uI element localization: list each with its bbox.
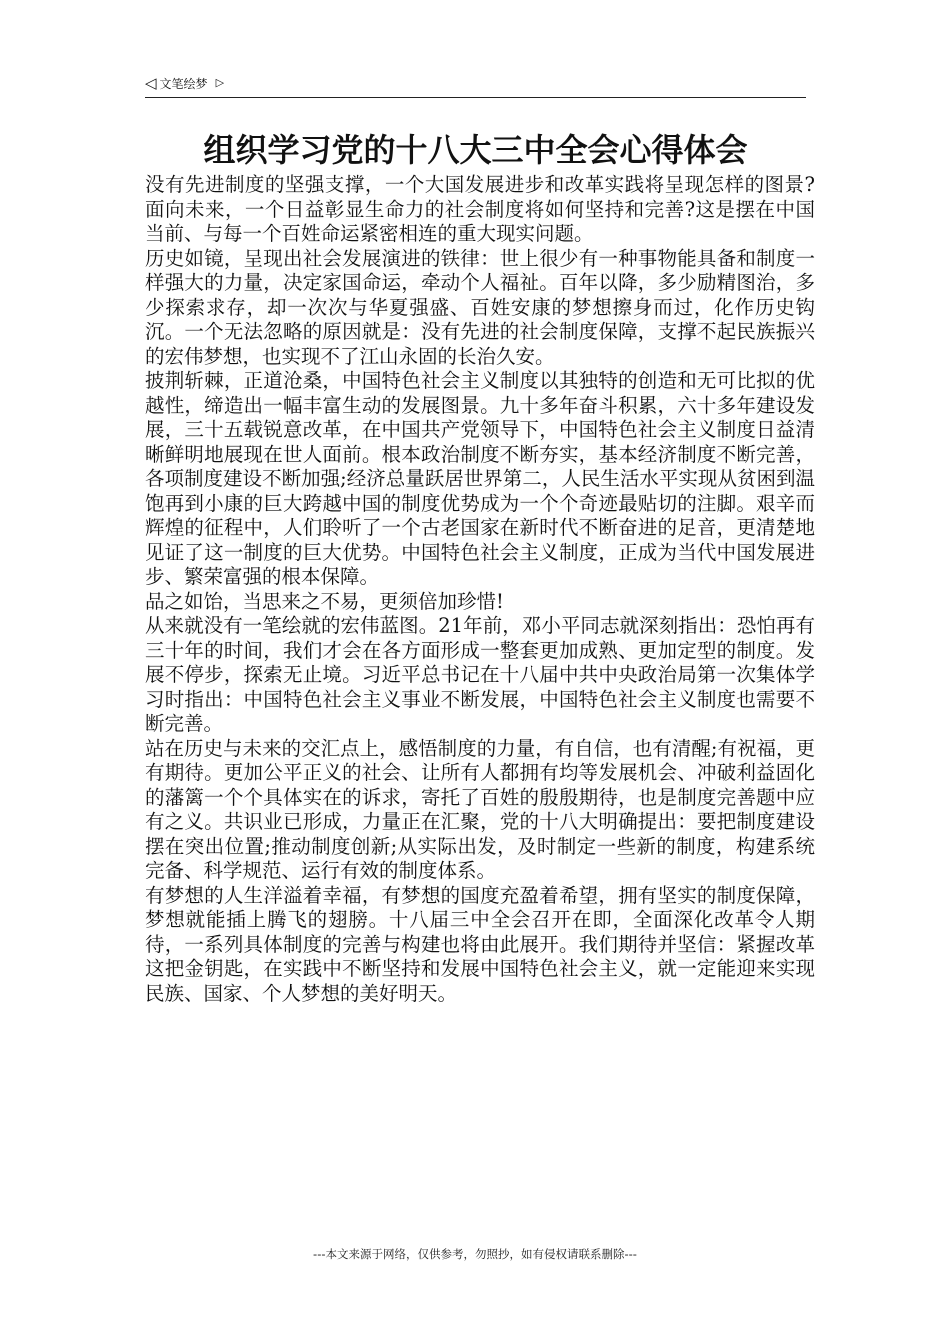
paragraph-4: 品之如饴，当思来之不易，更须倍加珍惜! xyxy=(145,589,504,613)
paragraph-2: 历史如镜，呈现出社会发展演进的铁律：世上很少有一种事物能具备和制度一样强大的力量，决定家国命运，牵动个人福祉。百年以降，多少励精图治，多少探索求存，却一次次与华夏强盛、百姓安康的梦想擦身而过，化作历史钩沉。一个无法忽略的原因就是：没有先进的社会制度保障，支撑不起民族振兴的宏伟梦想，也实现不了江山永固的长治久安。 xyxy=(145,246,815,368)
page-header xyxy=(145,74,806,98)
triangle-left-icon: ◁ xyxy=(145,74,157,92)
paragraph-7: 有梦想的人生洋溢着幸福，有梦想的国度充盈着希望，拥有坚实的制度保障，梦想就能插上腾飞的翅膀。十八届三中全会召开在即，全面深化改革令人期待，一系列具体制度的完善与构建也将由此展开。我们期待并坚信：紧握改革这把金钥匙，在实践中不断坚持和发展中国特色社会主义，就一定能迎来实现民族、国家、个人梦想的美好明天。 xyxy=(145,883,815,1005)
document-title: 组织学习党的十八大三中全会心得体会 xyxy=(203,131,748,169)
paragraph-5: 从来就没有一笔绘就的宏伟蓝图。21年前，邓小平同志就深刻指出：恐怕再有三十年的时间，我们才会在各方面形成一整套更加成熟、更加定型的制度。发展不停步，探索无止境。习近平总书记在十八届中共中央政治局第一次集体学习时指出：中国特色社会主义事业不断发展，中国特色社会主义制度也需要不断完善。 xyxy=(145,614,815,735)
paragraph-6: 站在历史与未来的交汇点上，感悟制度的力量，有自信，也有清醒;有祝福，更有期待。更加公平正义的社会、让所有人都拥有均等发展机会、冲破利益固化的藩篱一个个具体实在的诉求，寄托了百姓的殷殷期待，也是制度完善题中应有之义。共识业已形成，力量正在汇聚，党的十八大明确提出：要把制度建设摆在突出位置;推动制度创新;从实际出发，及时制定一些新的制度，构建系统完备、科学规范、运行有效的制度体系。 xyxy=(145,736,815,882)
header-brand: 文笔绘梦 xyxy=(159,77,208,91)
footer-disclaimer: ---本文来源于网络，仅供参考，勿照抄，如有侵权请联系删除--- xyxy=(313,1247,637,1261)
paragraph-1: 没有先进制度的坚强支撑，一个大国发展进步和改革实践将呈现怎样的图景?面向未来，一个日益彰显生命力的社会制度将如何坚持和完善?这是摆在中国当前、与每一个百姓命运紧密相连的重大现实问题。 xyxy=(145,173,815,245)
triangle-right-icon: ▷ xyxy=(215,76,225,89)
paragraph-3: 披荆斩棘，正道沧桑，中国特色社会主义制度以其独特的创造和无可比拟的优越性，缔造出一幅丰富生动的发展图景。九十多年奋斗积累，六十多年建设发展，三十五载锐意改革，在中国共产党领导下，中国特色社会主义制度日益清晰鲜明地展现在世人面前。根本政治制度不断夯实，基本经济制度不断完善，各项制度建设不断加强;经济总量跃居世界第二，人民生活水平实现从贫困到温饱再到小康的巨大跨越中国的制度优势成为一个个奇迹最贴切的注脚。艰辛而辉煌的征程中，人们聆听了一个古老国家在新时代不断奋进的足音，更清楚地见证了这一制度的巨大优势。中国特色社会主义制度，正成为当代中国发展进步、繁荣富强的根本保障。 xyxy=(145,369,815,588)
document-body xyxy=(145,173,815,1006)
